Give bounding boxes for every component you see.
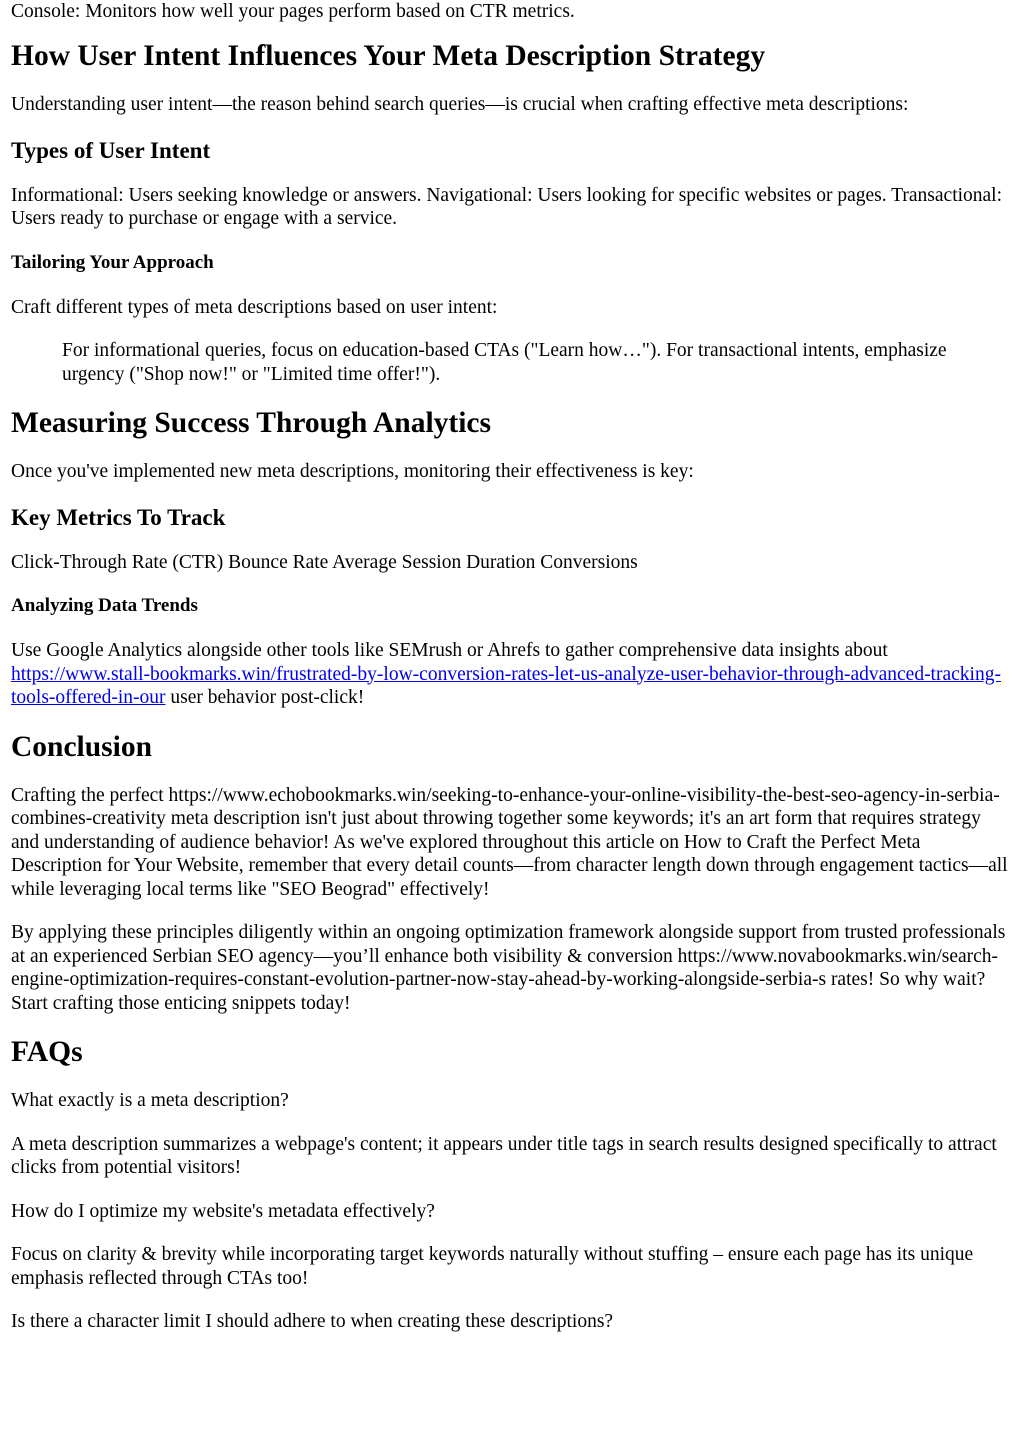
heading-types-of-intent: Types of User Intent [11, 137, 211, 163]
trends-text-before: Use Google Analytics alongside other tools like SEMrush or Ahrefs to gather comprehensive data insights about [11, 640, 888, 661]
heading-data-trends: Analyzing Data Trends [11, 595, 198, 616]
types-text: Informational: Users seeking knowledge or answers. Navigational: Users looking for specific websites or pages. Transactional: Users ready to purchase or engage with a service. [11, 184, 1003, 229]
heading-key-metrics: Key Metrics To Track [11, 504, 226, 530]
faq-question-2: How do I optimize my website's metadata effectively? [11, 1200, 435, 1222]
approach-text: Craft different types of meta descriptions based on user intent: [11, 296, 498, 318]
heading-conclusion: Conclusion [11, 730, 152, 763]
heading-measuring-success: Measuring Success Through Analytics [11, 407, 491, 439]
approach-quote: For informational queries, focus on education-based CTAs ("Learn how…"). For transactional intents, emphasize urgency ("Shop now!" or "Limited time offer!"). [62, 340, 947, 385]
metrics-text: Click-Through Rate (CTR) Bounce Rate Average Session Duration Conversions [11, 551, 638, 573]
heading-tailoring-approach: Tailoring Your Approach [11, 251, 214, 273]
faq-question-1: What exactly is a meta description? [11, 1090, 289, 1111]
faq-answer-1: A meta description summarizes a webpage's content; it appears under title tags in search results designed specifically to attract clicks from potential visitors! [11, 1133, 997, 1178]
analytics-intro: Once you've implemented new meta descriptions, monitoring their effectiveness is key: [11, 461, 694, 482]
intro-line: Console: Monitors how well your pages perform based on CTR metrics. [11, 1, 575, 22]
trends-text-after: user behavior post-click! [165, 687, 365, 708]
stall-bookmarks-link[interactable]: https://www.stall-bookmarks.win/frustrated-by-low-conversion-rates-let-us-analyze-user-behavior-through-advanced-tracking-tools-offered-in-our [11, 663, 1001, 708]
trends-paragraph [11, 639, 1013, 710]
faq-answer-2: Focus on clarity & brevity while incorporating target keywords naturally without stuffing – ensure each page has its unique emphasis reflected through CTAs too! [11, 1244, 974, 1289]
intent-intro: Understanding user intent—the reason behind search queries—is crucial when crafting effective meta descriptions: [11, 94, 909, 115]
conclusion-para-1: Crafting the perfect https://www.echobookmarks.win/seeking-to-enhance-your-online-visibility-the-best-seo-agency-in-serbia-combines-creativity meta description isn't just about throwing together some keywords; it's an art form that requires strategy and understanding of audience behavior! As we've explored throughout this article on How to Craft the Perfect Meta Description for Your Website, remember that every detail counts—from character length down through engagement tactics—all while leveraging local terms like "SEO Beograd" effectively! [11, 784, 1008, 900]
conclusion-para-2: By applying these principles diligently within an ongoing optimization framework alongside support from trusted professionals at an experienced Serbian SEO agency—you’ll enhance both visibility & conversion https://www.novabookmarks.win/search-engine-optimization-requires-constant-evolution-partner-now-stay-ahead-by-working-alongside-serbia-s rates! So why wait? Start crafting those enticing snippets today! [11, 922, 1006, 1014]
faq-question-3: Is there a character limit I should adhere to when creating these descriptions? [11, 1311, 614, 1332]
heading-faqs: FAQs [11, 1036, 83, 1068]
heading-user-intent: How User Intent Influences Your Meta Description Strategy [11, 40, 766, 72]
